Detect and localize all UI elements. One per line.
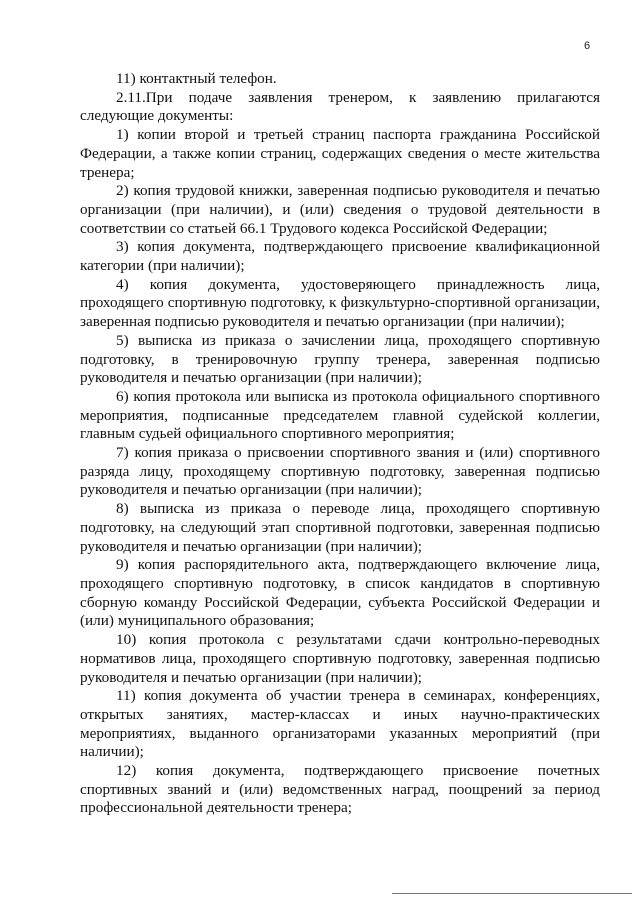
paragraph-contact-phone: 11) контактный телефон. <box>116 70 277 87</box>
list-item-11: 11) копия документа об участии тренера в семинарах, конференциях, открытых занятиях, мастер-классах и иных научно-практических мероприятиях, выданного организаторами указанных мероприятий (при наличии); <box>80 687 600 761</box>
list-item-2: 2) копия трудовой книжки, заверенная подписью руководителя и печатью организации (при наличии), и (или) сведения о трудовой деятельности в соответствии со статьей 66.1 Трудового кодекса Российской Федерации; <box>80 182 600 237</box>
page-number: 6 <box>584 40 591 52</box>
list-item-7: 7) копия приказа о присвоении спортивного звания и (или) спортивного разряда лицу, проходящему спортивную подготовку, заверенная подписью руководителя и печатью организации (при наличии); <box>80 444 600 499</box>
document-body <box>80 70 600 818</box>
list-item-5: 5) выписка из приказа о зачислении лица, проходящего спортивную подготовку, в тренировочную группу тренера, заверенная подписью руководителя и печатью организации (при наличии); <box>80 331 600 387</box>
list-item-1: 1) копии второй и третьей страниц паспорта гражданина Российской Федерации, а также копии страниц, содержащих сведения о месте жительства тренера; <box>80 126 600 181</box>
list-item-9: 9) копия распорядительного акта, подтверждающего включение лица, проходящего спортивную подготовку, в список кандидатов в спортивную сборную команду Российской Федерации, субъекта Российской Федерации и (или) муниципального образования; <box>80 556 600 630</box>
list-item-3: 3) копия документа, подтверждающего присвоение квалификационной категории (при наличии); <box>80 238 600 275</box>
list-item-6: 6) копия протокола или выписка из протокола официального спортивного мероприятия, подписанные председателем главной судейской коллегии, главным судьей официального спортивного мероприятия; <box>80 387 600 443</box>
bottom-divider <box>392 893 632 894</box>
list-item-4: 4) копия документа, удостоверяющего принадлежность лица, проходящего спортивную подготовку, к физкультурно-спортивной организации, заверенная подписью руководителя и печатью организации (при наличии); <box>80 275 600 331</box>
list-item-10: 10) копия протокола с результатами сдачи контрольно-переводных нормативов лица, проходящего спортивную подготовку, заверенная подписью руководителя и печатью организации (при наличии); <box>80 631 600 686</box>
paragraph-section-2-11: 2.11.При подаче заявления тренером, к заявлению прилагаются следующие документы: <box>80 88 600 125</box>
list-item-12: 12) копия документа, подтверждающего присвоение почетных спортивных званий и (или) ведомственных наград, поощрений за период профессиональной деятельности тренера; <box>80 762 600 817</box>
list-item-8: 8) выписка из приказа о переводе лица, проходящего спортивную подготовку, на следующий этап спортивной подготовки, заверенная подписью руководителя и печатью организации (при наличии); <box>80 500 600 555</box>
